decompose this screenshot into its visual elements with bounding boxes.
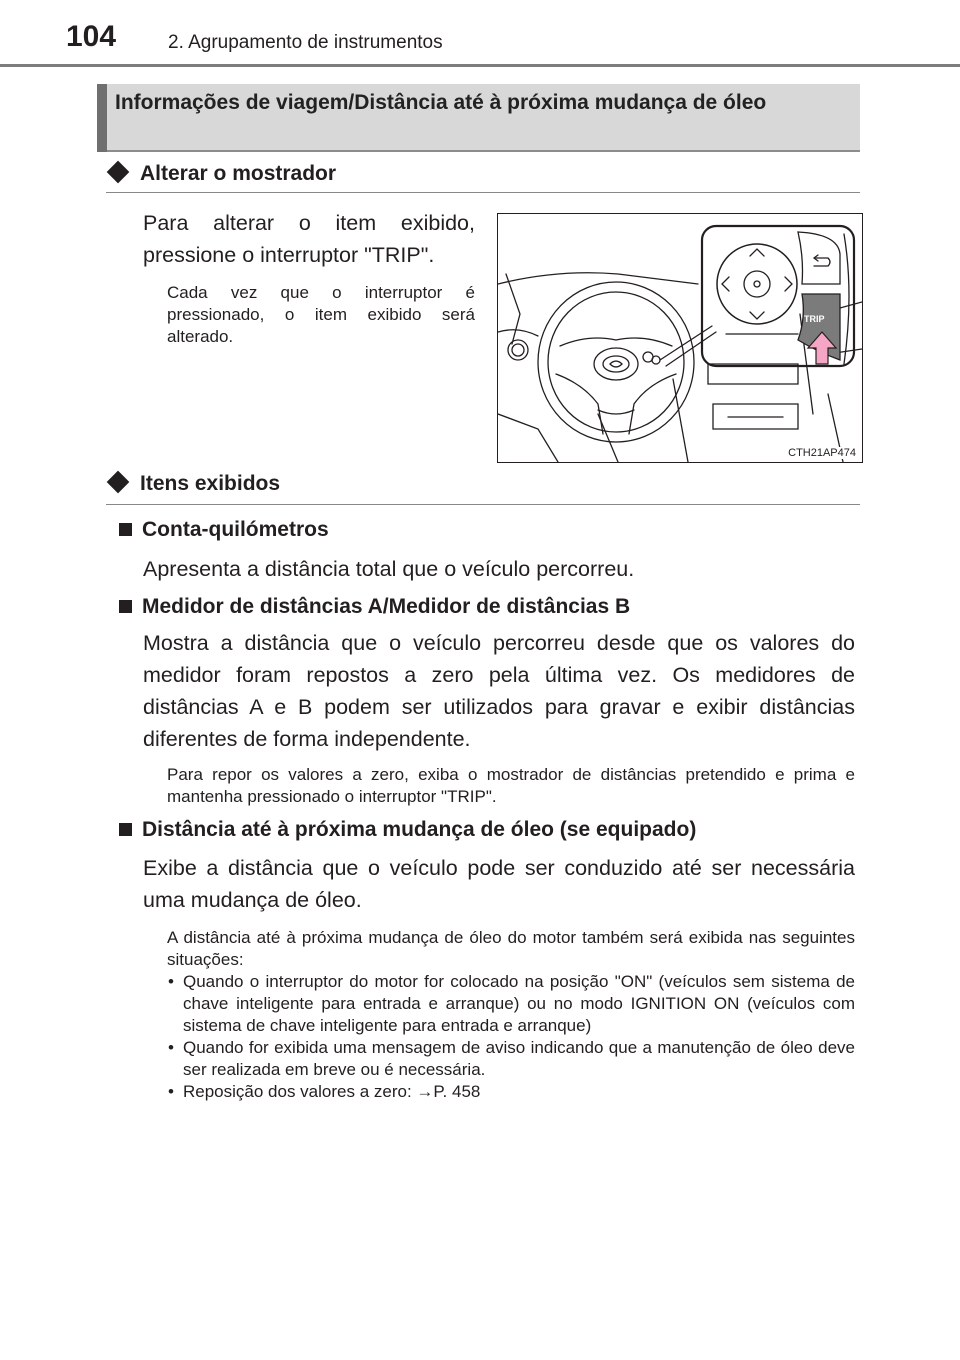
section-title-bar xyxy=(97,84,107,152)
bullet-item-reset xyxy=(167,1081,855,1103)
item-oil-change-heading xyxy=(119,818,696,842)
bullet-item: • Quando for exibida uma mensagem de aviso indicando que a manutenção de óleo deve ser realizada em breve ou é necessária. xyxy=(167,1037,855,1081)
oil-change-note-block xyxy=(167,927,855,1103)
item-trip-meters-heading xyxy=(119,595,630,619)
oil-change-bullet-list xyxy=(167,971,855,1103)
square-bullet-icon xyxy=(119,600,132,613)
trip-meters-note: Para repor os valores a zero, exiba o mostrador de distâncias pretendido e prima e mantenha pressionado o interruptor "TRIP". xyxy=(167,765,855,806)
bullet-item: • Quando o interruptor do motor for colocado na posição "ON" (veículos sem sistema de chave inteligente para entrada e arranque) ou no modo IGNITION ON (veículos com sistema de chave inteligente para entrada e arranque) xyxy=(167,971,855,1037)
subheading-text: Alterar o mostrador xyxy=(140,162,337,185)
diamond-icon xyxy=(107,161,130,184)
odometer-description: Apresenta a distância total que o veículo percorreu. xyxy=(143,557,635,581)
oil-change-description: Exibe a distância que o veículo pode ser conduzido até ser necessária uma mudança de óleo. xyxy=(143,856,855,912)
steering-wheel-illustration xyxy=(498,214,862,462)
header-rule xyxy=(0,64,960,67)
figure-code: CTH21AP474 xyxy=(788,447,856,459)
section-title: Informações de viagem/Distância até à próxima mudança de óleo xyxy=(115,91,767,114)
item-title: Medidor de distâncias A/Medidor de distâncias B xyxy=(142,595,631,618)
square-bullet-icon xyxy=(119,823,132,836)
square-bullet-icon xyxy=(119,523,132,536)
subheading-alter-display xyxy=(106,162,336,186)
steering-wheel-figure xyxy=(497,213,863,463)
subheading-rule xyxy=(106,192,860,193)
alter-display-note: Cada vez que o interruptor é pressionado, o item exibido será alterado. xyxy=(167,283,475,346)
section-title-box xyxy=(97,84,860,152)
trip-meters-description: Mostra a distância que o veículo percorreu desde que os valores do medidor foram repostos a zero pela última vez. Os medidores de distâncias A e B podem ser utilizados para gravar e exibir distâncias diferentes de forma independente. xyxy=(143,631,855,751)
subheading-rule xyxy=(106,504,860,505)
item-odometer-heading xyxy=(119,518,329,542)
subheading-text: Itens exibidos xyxy=(140,472,281,495)
alter-display-instruction: Para alterar o item exibido, pressione o interruptor "TRIP". xyxy=(143,211,475,267)
oil-change-note: A distância até à próxima mudança de óleo do motor também será exibida nas seguintes situações: xyxy=(167,928,855,969)
reset-text: Reposição dos valores a zero: xyxy=(183,1082,417,1101)
page-reference-link[interactable]: P. 458 xyxy=(433,1082,481,1101)
trip-button-label: TRIP xyxy=(804,314,825,324)
page-number: 104 xyxy=(66,20,117,53)
diamond-icon xyxy=(107,471,130,494)
item-title: Distância até à próxima mudança de óleo (se equipado) xyxy=(142,818,697,841)
chapter-title: 2. Agrupamento de instrumentos xyxy=(168,32,443,53)
item-title: Conta-quilómetros xyxy=(142,518,329,541)
subheading-items-displayed xyxy=(106,472,280,496)
arrow-right-icon: → xyxy=(416,1082,434,1101)
